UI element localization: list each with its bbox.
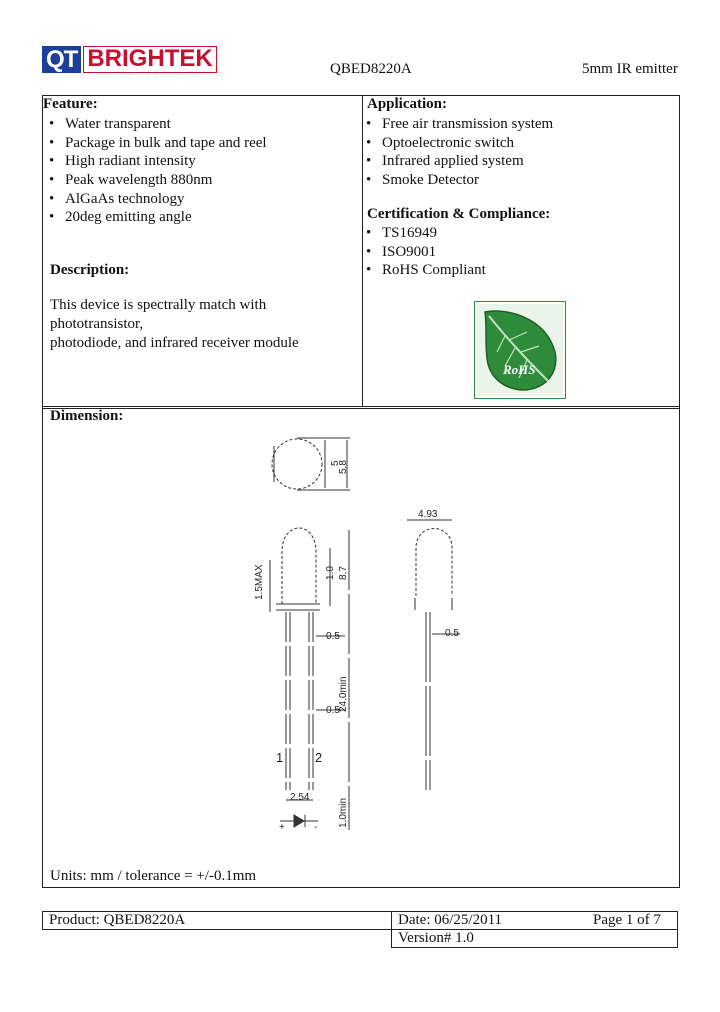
document-subtitle: 5mm IR emitter bbox=[582, 61, 678, 77]
part-number: QBED8220A bbox=[330, 61, 412, 77]
dim-24-min: 24.0min bbox=[338, 676, 349, 712]
description-heading: Description: bbox=[50, 262, 130, 278]
dim-0-5c: 0.5 bbox=[445, 628, 459, 639]
anode-symbol: + bbox=[279, 822, 285, 833]
dim-5: 5 bbox=[330, 460, 341, 466]
list-item: • Water transparent bbox=[43, 115, 353, 134]
logo-qt: QT bbox=[42, 46, 81, 73]
dimension-heading: Dimension: bbox=[50, 408, 124, 424]
dim-0-5a: 0.5 bbox=[326, 631, 340, 642]
list-item: • High radiant intensity bbox=[43, 152, 353, 171]
list-item: • TS16949 bbox=[360, 224, 670, 243]
footer-page: Page 1 of 7 bbox=[593, 912, 661, 928]
pin-1-label: 1 bbox=[276, 750, 284, 765]
footer-product: Product: QBED8220A bbox=[42, 911, 392, 930]
units-note: Units: mm / tolerance = +/-0.1mm bbox=[50, 868, 257, 884]
feature-heading: Feature: bbox=[43, 96, 98, 112]
dim-1-0: 1.0 bbox=[325, 566, 336, 580]
dim-2-54: 2.54 bbox=[290, 792, 310, 803]
list-item: • ISO9001 bbox=[360, 243, 670, 262]
application-heading: Application: bbox=[367, 96, 448, 112]
rohs-badge-text: RoHS bbox=[503, 362, 536, 377]
footer-version: Version# 1.0 bbox=[391, 929, 678, 948]
list-item: • Smoke Detector bbox=[360, 171, 670, 190]
footer-date: Date: 06/25/2011 bbox=[391, 911, 678, 930]
list-item: • Infrared applied system bbox=[360, 152, 670, 171]
led-body-side bbox=[282, 528, 316, 604]
dim-1-0min: 1.0min bbox=[338, 797, 349, 828]
led-top-view bbox=[272, 439, 322, 489]
list-item: • 20deg emitting angle bbox=[43, 208, 353, 227]
cathode-symbol: - bbox=[314, 822, 318, 833]
list-item: • Peak wavelength 880nm bbox=[43, 171, 353, 190]
dim-5-8: 5.8 bbox=[338, 460, 349, 474]
dim-4-93: 4.93 bbox=[418, 509, 438, 520]
list-item: • Optoelectronic switch bbox=[360, 134, 670, 153]
description-line: photodiode, and infrared receiver module bbox=[50, 335, 299, 351]
list-item: • Package in bulk and tape and reel bbox=[43, 134, 353, 153]
description-line: This device is spectrally match with phototransistor, bbox=[50, 297, 267, 332]
led-side-view-right bbox=[416, 529, 452, 597]
dim-1-5max: 1.5MAX bbox=[254, 564, 265, 600]
dim-8-7: 8.7 bbox=[338, 566, 349, 580]
dim-0-5b: 0.5 bbox=[326, 705, 340, 716]
certification-heading: Certification & Compliance: bbox=[367, 206, 551, 222]
logo-brightek: BRIGHTEK bbox=[83, 46, 216, 73]
list-item: • AlGaAs technology bbox=[43, 190, 353, 209]
pin-2-label: 2 bbox=[315, 750, 323, 765]
list-item: • Free air transmission system bbox=[360, 115, 670, 134]
list-item: • RoHS Compliant bbox=[360, 261, 670, 280]
